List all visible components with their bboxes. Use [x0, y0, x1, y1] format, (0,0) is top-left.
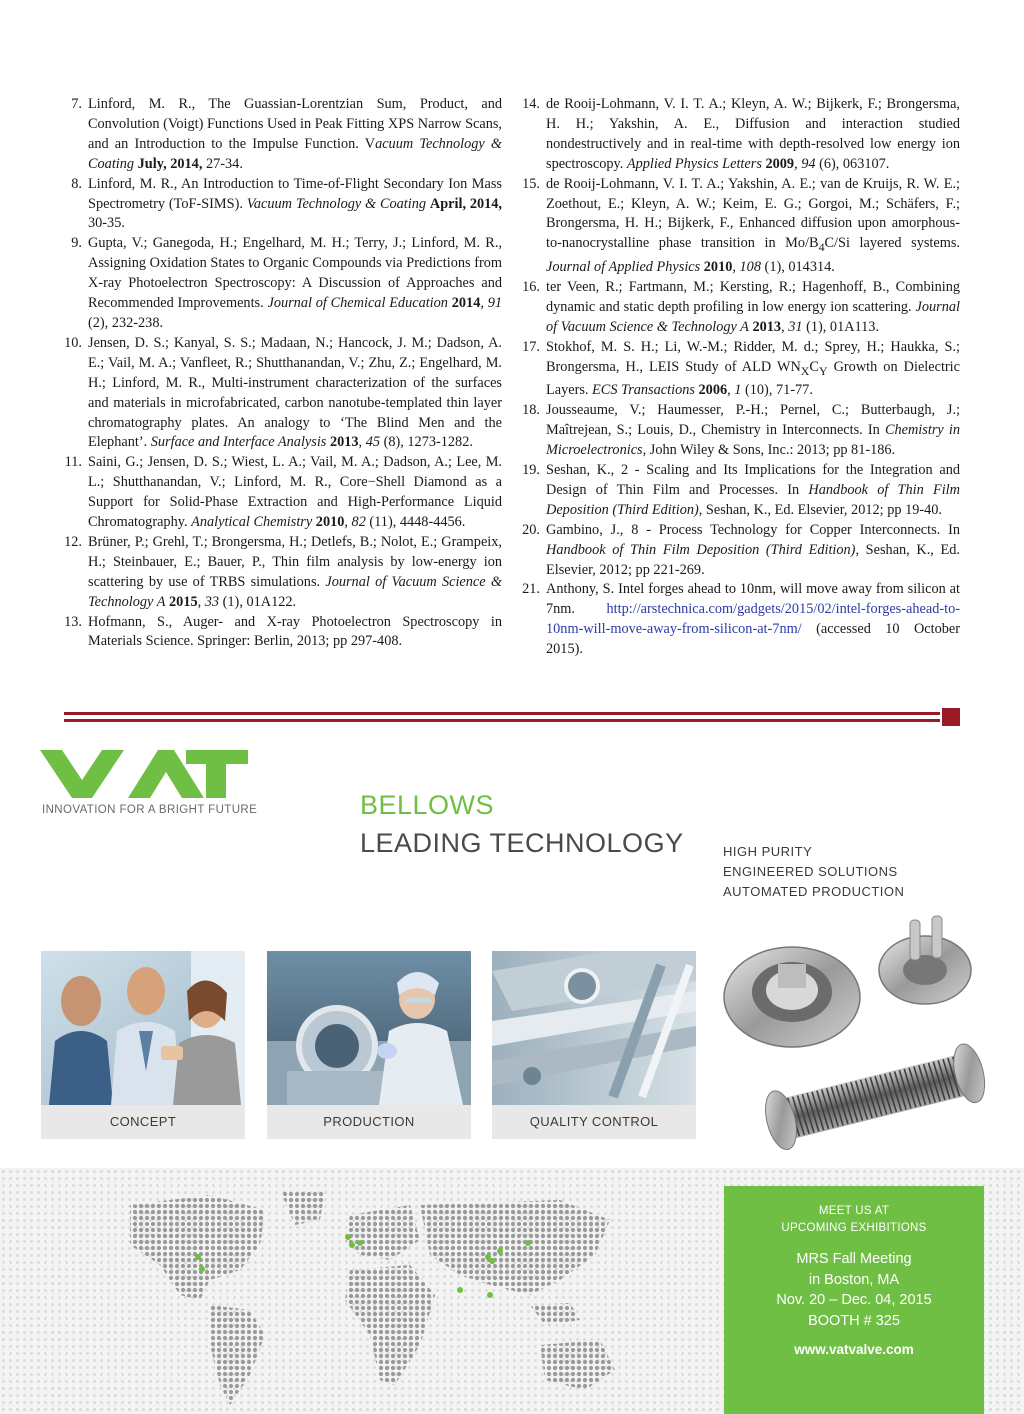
reference-text: Seshan, K., 2 - Scaling and Its Implications for the Integration and Design of Thin Film and Processes. In Handbook of Thin Film Deposition (Third Edition), Seshan, K., Ed. Elsevier, 2012; pp 19-40.: [546, 462, 960, 518]
photo-concept: [41, 951, 245, 1139]
reference-item: [520, 95, 960, 175]
reference-text: Brüner, P.; Grehl, T.; Brongersma, H.; Detlefs, B.; Nolot, E.; Grampeix, H.; Steinbauer, E.; Bauer, P., Thin film analysis by low-energy ion scattering by use of TRBS simulations. Journal of Vacuum Science & Technology A 2015, 33 (1), 01A122.: [88, 533, 502, 610]
reference-number: 15.: [522, 175, 540, 192]
reference-item: [62, 234, 502, 334]
reference-item: [520, 401, 960, 461]
divider-square: [942, 708, 960, 726]
reference-number: 18.: [522, 402, 540, 419]
reference-text: Linford, M. R., The Guassian-Lorentzian Sum, Product, and Convolution (Voigt) Functions Used in Peak Fitting XPS Narrow Scans, and an Introduction to the Impulse Function. Vacuum Technology & Coating July, 2014, 27-34.: [88, 96, 503, 172]
reference-item: [62, 533, 502, 613]
photo-caption: PRODUCTION: [267, 1105, 471, 1139]
reference-number: 10.: [64, 334, 82, 351]
tagline: INNOVATION FOR A BRIGHT FUTURE: [42, 804, 258, 816]
vat-logo: [40, 748, 248, 800]
reference-number: 14.: [522, 96, 540, 112]
reference-item: [520, 278, 960, 338]
references-right-column: [520, 95, 960, 660]
reference-item: [62, 334, 502, 453]
section-divider: [64, 710, 940, 724]
reference-text: Saini, G.; Jensen, D. S.; Wiest, L. A.; Vail, M. A.; Dadson, A.; Lee, M. L.; Shutthanandan, V.; Linford, M. R., Core−Shell Diamond as a Support for Solid-Phase Extraction and High-Performance Liquid Chromatography. Analytical Chemistry 2010, 82 (11), 4448-4456.: [88, 454, 502, 531]
reference-number: 19.: [522, 462, 540, 479]
reference-text: Jousseaume, V.; Haumesser, P.-H.; Pernel, C.; Butterbaugh, J.; Maîtrejean, S.; Louis, D., Chemistry in Interconnects. In Chemistry in Microelectronics, John Wiley & Sons, Inc.: 2013; pp 81-186.: [546, 402, 960, 459]
reference-number: 21.: [522, 581, 540, 598]
photo-caption: CONCEPT: [41, 1105, 245, 1139]
reference-number: 20.: [522, 521, 540, 538]
reference-number: 13.: [64, 613, 82, 630]
reference-number: 11.: [64, 454, 82, 471]
meet-us-text: MEET US AT UPCOMING EXHIBITIONS: [781, 1205, 927, 1234]
reference-item: [62, 453, 502, 533]
reference-item: [62, 95, 502, 175]
heading-leading-technology: LEADING TECHNOLOGY: [360, 828, 684, 858]
reference-item: [520, 175, 960, 278]
feature-list: [723, 842, 904, 902]
bellows-products-image: [720, 912, 1000, 1162]
reference-text: Linford, M. R., An Introduction to Time-of-Flight Secondary Ion Mass Spectrometry (ToF-SIMS). Vacuum Technology & Coating April, 2014, 30-35.: [88, 175, 503, 232]
production-photo-image: [267, 951, 471, 1105]
feature-item: HIGH PURITY: [723, 844, 813, 859]
reference-number: 16.: [522, 279, 540, 296]
reference-item: [520, 338, 960, 402]
references-left-column: [62, 95, 502, 652]
reference-text: Gambino, J., 8 - Process Technology for Copper Interconnects. In Handbook of Thin Film Deposition (Third Edition), Seshan, K., Ed. Elsevier, 2012; pp 221-269.: [546, 521, 960, 578]
world-map-image: [90, 1185, 670, 1410]
reference-number: 17.: [522, 338, 540, 355]
event-details: MRS Fall Meeting in Boston, MA Nov. 20 – Dec. 04, 2015 BOOTH # 325: [776, 1251, 932, 1329]
reference-number: 12.: [64, 533, 82, 550]
quality-control-photo-image: [492, 951, 696, 1105]
reference-text: Stokhof, M. S. H.; Li, W.-M.; Ridder, M. d.; Sprey, H.; Haukka, S.; Brongersma, H., LEIS Study of ALD $WN_XC_Y$ Growth on Dielectric Layers. ECS Transactions 2006, 1 (10), 71-77.: [546, 338, 960, 399]
reference-item: [62, 175, 502, 235]
website-link[interactable]: www.vatvalve.com: [794, 1342, 914, 1357]
reference-text: Anthony, S. Intel forges ahead to 10nm, will move away from silicon at 7nm. http://arstechnica.com/gadgets/2015/02/intel-forges-ahead-to-10nm-will-move-away-from-silicon-at-7nm/ (accessed 10 October 2015).: [546, 581, 960, 658]
feature-item: ENGINEERED SOLUTIONS: [723, 864, 898, 879]
photo-caption: QUALITY CONTROL: [492, 1105, 696, 1139]
reference-text: de Rooij-Lohmann, V. I. T. A.; Yakshin, A. E.; van de Kruijs, R. W. E.; Zoethout, E.; Kleyn, A. W.; Keim, E. G.; Gorgoi, M.; Schäfers, F.; Brongersma, H. H.; Bijkerk, F., Enhanced diffusion upon amorphous-to-nanocrystalline phase transition in $Mo/B_4C/Si$ layered systems. Journal of Applied Physics 2010, 108 (1), 014314.: [546, 175, 961, 276]
people-photo-image: [41, 951, 245, 1105]
reference-item: [520, 580, 960, 660]
reference-item: [520, 461, 960, 521]
heading-bellows: BELLOWS: [360, 790, 495, 820]
reference-number: 7.: [71, 96, 82, 112]
reference-number: 8.: [71, 175, 82, 192]
photo-production: [267, 951, 471, 1139]
reference-text: ter Veen, R.; Fartmann, M.; Kersting, R.; Hagenhoff, B., Combining dynamic and static depth profiling in low energy ion scattering. Journal of Vacuum Science & Technology A 2013, 31 (1), 01A113.: [546, 279, 960, 335]
reference-text: de Rooij-Lohmann, V. I. T. A.; Kleyn, A. W.; Bijkerk, F.; Brongersma, H. H.; Yakshin, A. E., Diffusion and interaction studied nondestructively and in real-time with depth-resolved low energy ion spectroscopy. Applied Physics Letters 2009, 94 (6), 063107.: [546, 96, 960, 172]
reference-number: 9.: [71, 235, 82, 252]
exhibition-box: [724, 1186, 984, 1414]
reference-text: Gupta, V.; Ganegoda, H.; Engelhard, M. H.; Terry, J.; Linford, M. R., Assigning Oxidation States to Organic Compounds via Predictions from X-ray Photoelectron Spectroscopy: A Discussion of Approaches and Recommended Improvements. Journal of Chemical Education 2014, 91 (2), 232-238.: [88, 235, 502, 331]
reference-item: [62, 613, 502, 653]
photo-quality-control: [492, 951, 696, 1139]
feature-item: AUTOMATED PRODUCTION: [723, 884, 905, 899]
reference-text: Hofmann, S., Auger- and X-ray Photoelectron Spectroscopy in Materials Science. Springer: Berlin, 2013; pp 297-408.: [88, 613, 502, 650]
reference-text: Jensen, D. S.; Kanyal, S. S.; Madaan, N.; Hancock, J. M.; Dadson, A. E.; Vail, M. A.; Vanfleet, R.; Shutthanandan, V.; Zhu, Z.; Engelhard, M. H.; Linford, M. R., Multi-instrument characterization of the surfaces and materials in microfabricated, carbon nanotube-templated thin layer chromatography plates. An analogy to ‘The Blind Men and the Elephant’. Surface and Interface Analysis 2013, 45 (8), 1273-1282.: [88, 334, 502, 451]
reference-item: [520, 521, 960, 581]
